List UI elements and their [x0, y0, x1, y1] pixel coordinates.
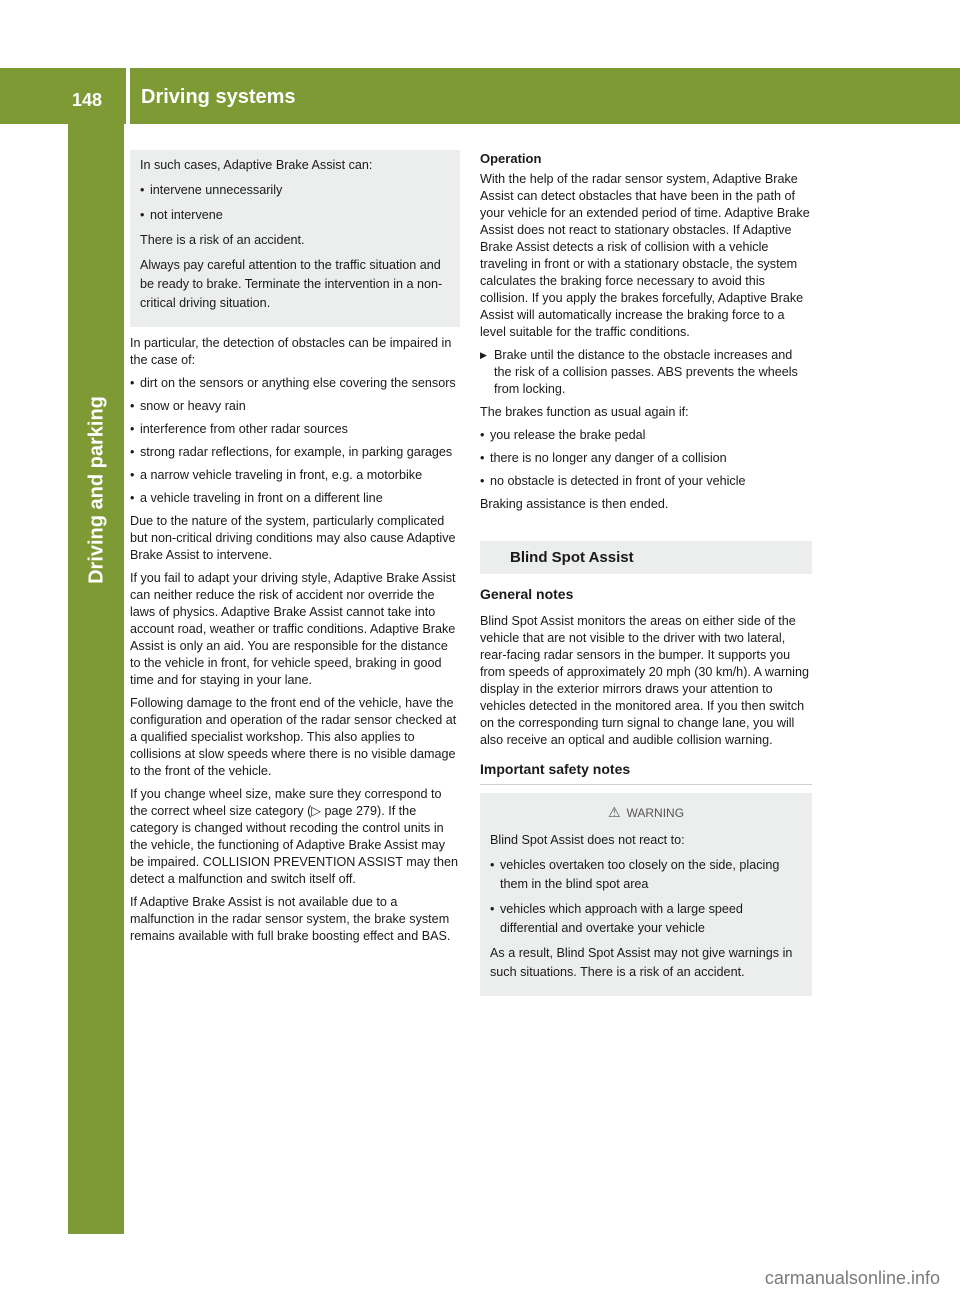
paragraph-malfunction: If Adaptive Brake Assist is not available due to a malfunction in the radar sensor system, the brake system remains available with full brake boosting effect and BAS.	[130, 895, 451, 943]
impair-bullet: • a narrow vehicle traveling in front, e.g. a motorbike	[130, 467, 460, 484]
operation-heading: Operation	[480, 151, 542, 166]
instruction-step: ▶ Brake until the distance to the obstacle increases and the risk of a collision passes. ABS prevents the wheels from locking.	[480, 347, 812, 398]
right-column	[480, 150, 812, 996]
caution-intro: In such cases, Adaptive Brake Assist can:	[140, 158, 373, 172]
normal-bullet: • no obstacle is detected in front of your vehicle	[480, 473, 812, 490]
impair-bullet: • interference from other radar sources	[130, 421, 460, 438]
warning-intro: Blind Spot Assist does not react to:	[490, 833, 685, 847]
paragraph-adapt: If you fail to adapt your driving style, Adaptive Brake Assist can neither reduce the risk of accident nor override the laws of physics. Adaptive Brake Assist cannot take into account road, weather or traffic conditions. Adaptive Brake Assist is only an aid. You are responsible for the distance to the vehicle in front, for vehicle speed, braking in good time and for staying in your lane.	[130, 571, 456, 687]
assistance-ended: Braking assistance is then ended.	[480, 497, 669, 511]
side-tab	[68, 124, 124, 1234]
impair-bullet: • strong radar reflections, for example, in parking garages	[130, 444, 460, 461]
normal-intro: The brakes function as usual again if:	[480, 405, 689, 419]
section-title: Blind Spot Assist	[480, 541, 812, 574]
normal-bullet: • there is no longer any danger of a collision	[480, 450, 812, 467]
operation-text: With the help of the radar sensor system, Adaptive Brake Assist can detect obstacles that have been in the path of your vehicle for an extended period of time. Adaptive Brake Assist does not react to stationary obstacles. If Adaptive Brake Assist detects a risk of collision with a vehicle traveling in front or with a stationary obstacle, the system calculates the braking force necessary to avoid this collision. If you apply the brakes forcefully, Adaptive Brake Assist will automatically increase the braking force to a level suitable for the traffic conditions.	[480, 172, 810, 339]
caution-bullet: • intervene unnecessarily	[140, 181, 450, 200]
caution-advice: Always pay careful attention to the traffic situation and be ready to brake. Terminate the intervention in a non-critical driving situation.	[140, 258, 443, 310]
warning-bullet: • vehicles which approach with a large speed differential and overtake your vehicle	[490, 900, 802, 938]
normal-bullet: • you release the brake pedal	[480, 427, 812, 444]
left-column	[130, 150, 460, 951]
caution-bullet: • not intervene	[140, 206, 450, 225]
caution-box	[130, 150, 460, 327]
side-tab-label: Driving and parking	[85, 396, 108, 584]
general-notes-text: Blind Spot Assist monitors the areas on either side of the vehicle that are not visible to the driver with two lateral, rear-facing radar sensors in the bumper. It supports you from speeds of approximately 20 mph (30 km/h). A warning display in the exterior mirrors draws your attention to vehicles detected in the monitored area. If you then switch on the corresponding turn signal to change lane, you will also receive an optical and audible collision warning.	[480, 614, 809, 747]
impair-intro: In particular, the detection of obstacles can be impaired in the case of:	[130, 336, 452, 367]
warning-box	[480, 793, 812, 996]
paragraph-wheel: If you change wheel size, make sure they correspond to the correct wheel size category (▷ page 279). If the category is changed without recoding the control units in the vehicle, the functioning of Adaptive Brake Assist may be impaired. COLLISION PREVENTION ASSIST may then detect a malfunction and switch itself off.	[130, 787, 459, 886]
warning-result: As a result, Blind Spot Assist may not give warnings in such situations. There is a risk of an accident.	[490, 946, 793, 979]
safety-notes-heading: Important safety notes	[480, 761, 812, 785]
warning-label: WARNING	[626, 806, 685, 820]
warning-bullet: • vehicles overtaken too closely on the side, placing them in the blind spot area	[490, 856, 802, 894]
warning-header	[490, 803, 802, 823]
watermark: carmanualsonline.info	[764, 1268, 940, 1288]
general-notes-heading: General notes	[480, 586, 574, 602]
impair-bullet: • a vehicle traveling in front on a different line	[130, 490, 460, 507]
paragraph-damage: Following damage to the front end of the vehicle, have the configuration and operation of the radar sensor checked at a qualified specialist workshop. This also applies to collisions at slow speeds where there is no visible damage to the front of the vehicle.	[130, 696, 457, 778]
page-number: 148	[72, 90, 103, 110]
impair-bullet: • snow or heavy rain	[130, 398, 460, 415]
paragraph-nature: Due to the nature of the system, particularly complicated but non-critical driving conditions may also cause Adaptive Brake Assist to intervene.	[130, 514, 456, 562]
impair-bullet: • dirt on the sensors or anything else covering the sensors	[130, 375, 460, 392]
warning-triangle-icon: ⚠	[607, 804, 621, 820]
caution-risk: There is a risk of an accident.	[140, 233, 305, 247]
header-bar-left	[0, 68, 126, 124]
chapter-title: Driving systems	[141, 86, 296, 108]
